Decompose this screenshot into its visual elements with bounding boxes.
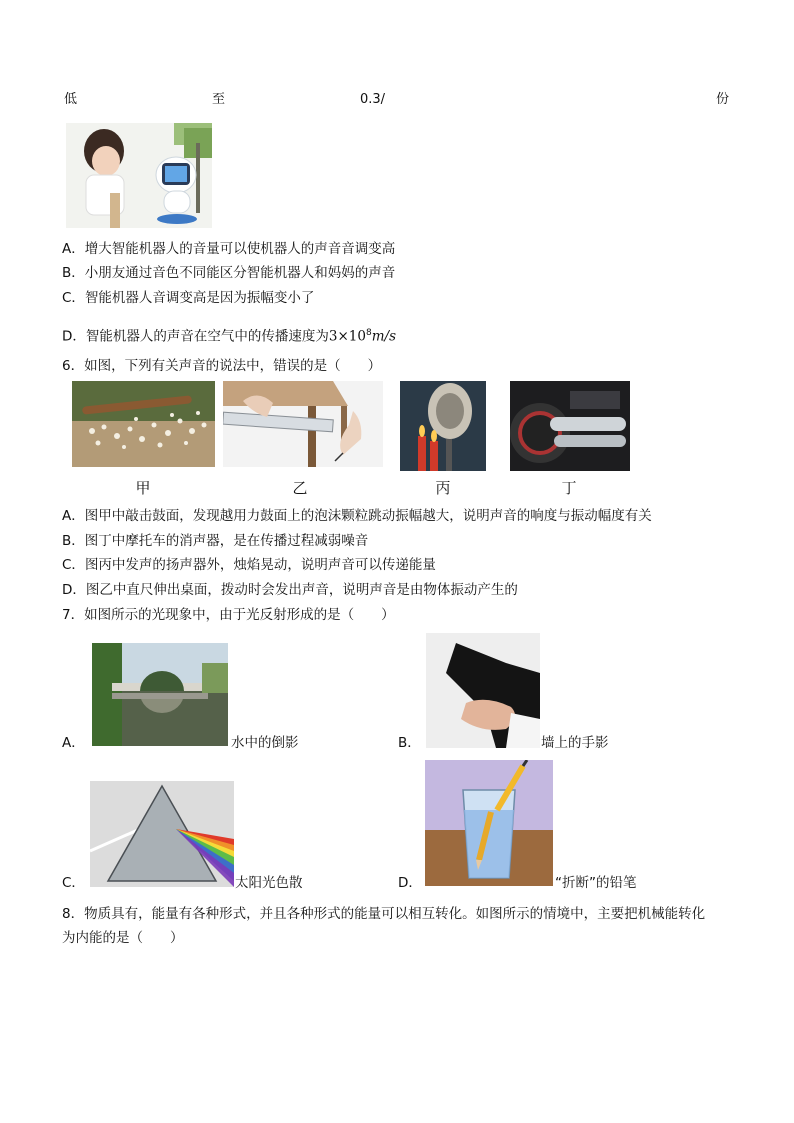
prism-dispersion-image bbox=[90, 781, 234, 887]
hand-shadow-photo bbox=[426, 633, 540, 748]
q7-option-a-text[interactable]: 水中的倒影 bbox=[231, 735, 299, 751]
header-char-1: 低 bbox=[64, 92, 78, 107]
q8-stem-line2: 为内能的是（ ） bbox=[62, 930, 184, 946]
option-text: 增大智能机器人的音量可以使机器人的声音音调变高 bbox=[84, 241, 396, 257]
option-letter: A． bbox=[62, 241, 85, 257]
q7-option-b-text[interactable]: 墙上的手影 bbox=[541, 735, 609, 751]
q7-option-a-letter: A． bbox=[62, 735, 85, 751]
motorcycle-muffler-photo bbox=[510, 381, 630, 471]
option-letter: D． bbox=[62, 582, 86, 598]
robot-photo bbox=[66, 123, 212, 228]
q7-option-d-letter: D． bbox=[398, 875, 422, 891]
q6-option-c[interactable] bbox=[62, 556, 436, 574]
option-letter: C． bbox=[62, 557, 85, 573]
speed-formula-exponent: 8 bbox=[366, 328, 372, 338]
drum-foam-photo bbox=[72, 381, 215, 467]
q7-option-b-letter: B． bbox=[398, 735, 421, 751]
option-letter: D． bbox=[62, 328, 86, 345]
option-letter: C． bbox=[62, 290, 85, 306]
option-letter: A． bbox=[62, 508, 85, 524]
q7-option-c-text[interactable]: 太阳光色散 bbox=[235, 875, 303, 891]
ruler-table-photo bbox=[223, 381, 383, 467]
option-letter: B． bbox=[62, 533, 85, 549]
option-text: 图乙中直尺伸出桌面，拨动时会发出声音，说明声音是由物体振动产生的 bbox=[85, 582, 518, 598]
speed-formula-base: 3×10 bbox=[328, 328, 366, 345]
q6-stem: 6．如图，下列有关声音的说法中，错误的是（ ） bbox=[62, 358, 382, 374]
caption-yi: 乙 bbox=[292, 479, 308, 497]
option-text: 智能机器人的声音在空气中的传播速度为 bbox=[85, 328, 329, 345]
q6-option-d[interactable] bbox=[62, 581, 518, 599]
q5-option-a[interactable] bbox=[62, 240, 395, 258]
option-text: 图甲中敲击鼓面，发现越用力鼓面上的泡沫颗粒跳动振幅越大，说明声音的响度与振动幅度有关 bbox=[84, 508, 652, 524]
q8-stem-line1: 8．物质具有，能量有各种形式，并且各种形式的能量可以相互转化。如图所示的情境中，主要把机械能转化 bbox=[62, 906, 706, 922]
q5-option-c[interactable] bbox=[62, 289, 314, 307]
q5-option-b[interactable] bbox=[62, 264, 395, 282]
option-letter: B． bbox=[62, 265, 85, 281]
header-char-4: 份 bbox=[716, 92, 730, 107]
pencil-water-glass-image bbox=[425, 760, 553, 886]
option-text: 小朋友通过音色不同能区分智能机器人和妈妈的声音 bbox=[84, 265, 396, 281]
option-text: 图丁中摩托车的消声器，是在传播过程减弱噪音 bbox=[84, 533, 369, 549]
option-text: 图丙中发声的扬声器外，烛焰晃动，说明声音可以传递能量 bbox=[84, 557, 436, 573]
speed-formula-unit: m/s bbox=[371, 328, 397, 345]
q5-option-d[interactable] bbox=[62, 324, 396, 346]
q6-option-a[interactable] bbox=[62, 507, 652, 525]
header-char-2: 至 bbox=[212, 92, 226, 107]
q7-stem: 7．如图所示的光现象中，由于光反射形成的是（ ） bbox=[62, 607, 395, 623]
q7-option-c-letter: C． bbox=[62, 875, 85, 891]
option-text: 智能机器人音调变高是因为振幅变小了 bbox=[84, 290, 315, 306]
q6-option-b[interactable] bbox=[62, 532, 368, 550]
caption-bing: 丙 bbox=[435, 479, 451, 497]
caption-jia: 甲 bbox=[135, 479, 151, 497]
q7-option-d-text[interactable]: “折断”的铅笔 bbox=[555, 875, 637, 891]
caption-ding: 丁 bbox=[561, 479, 577, 497]
candle-speaker-photo bbox=[400, 381, 486, 471]
bridge-reflection-photo bbox=[92, 643, 228, 746]
header-char-3: 0.3/ bbox=[360, 92, 386, 107]
